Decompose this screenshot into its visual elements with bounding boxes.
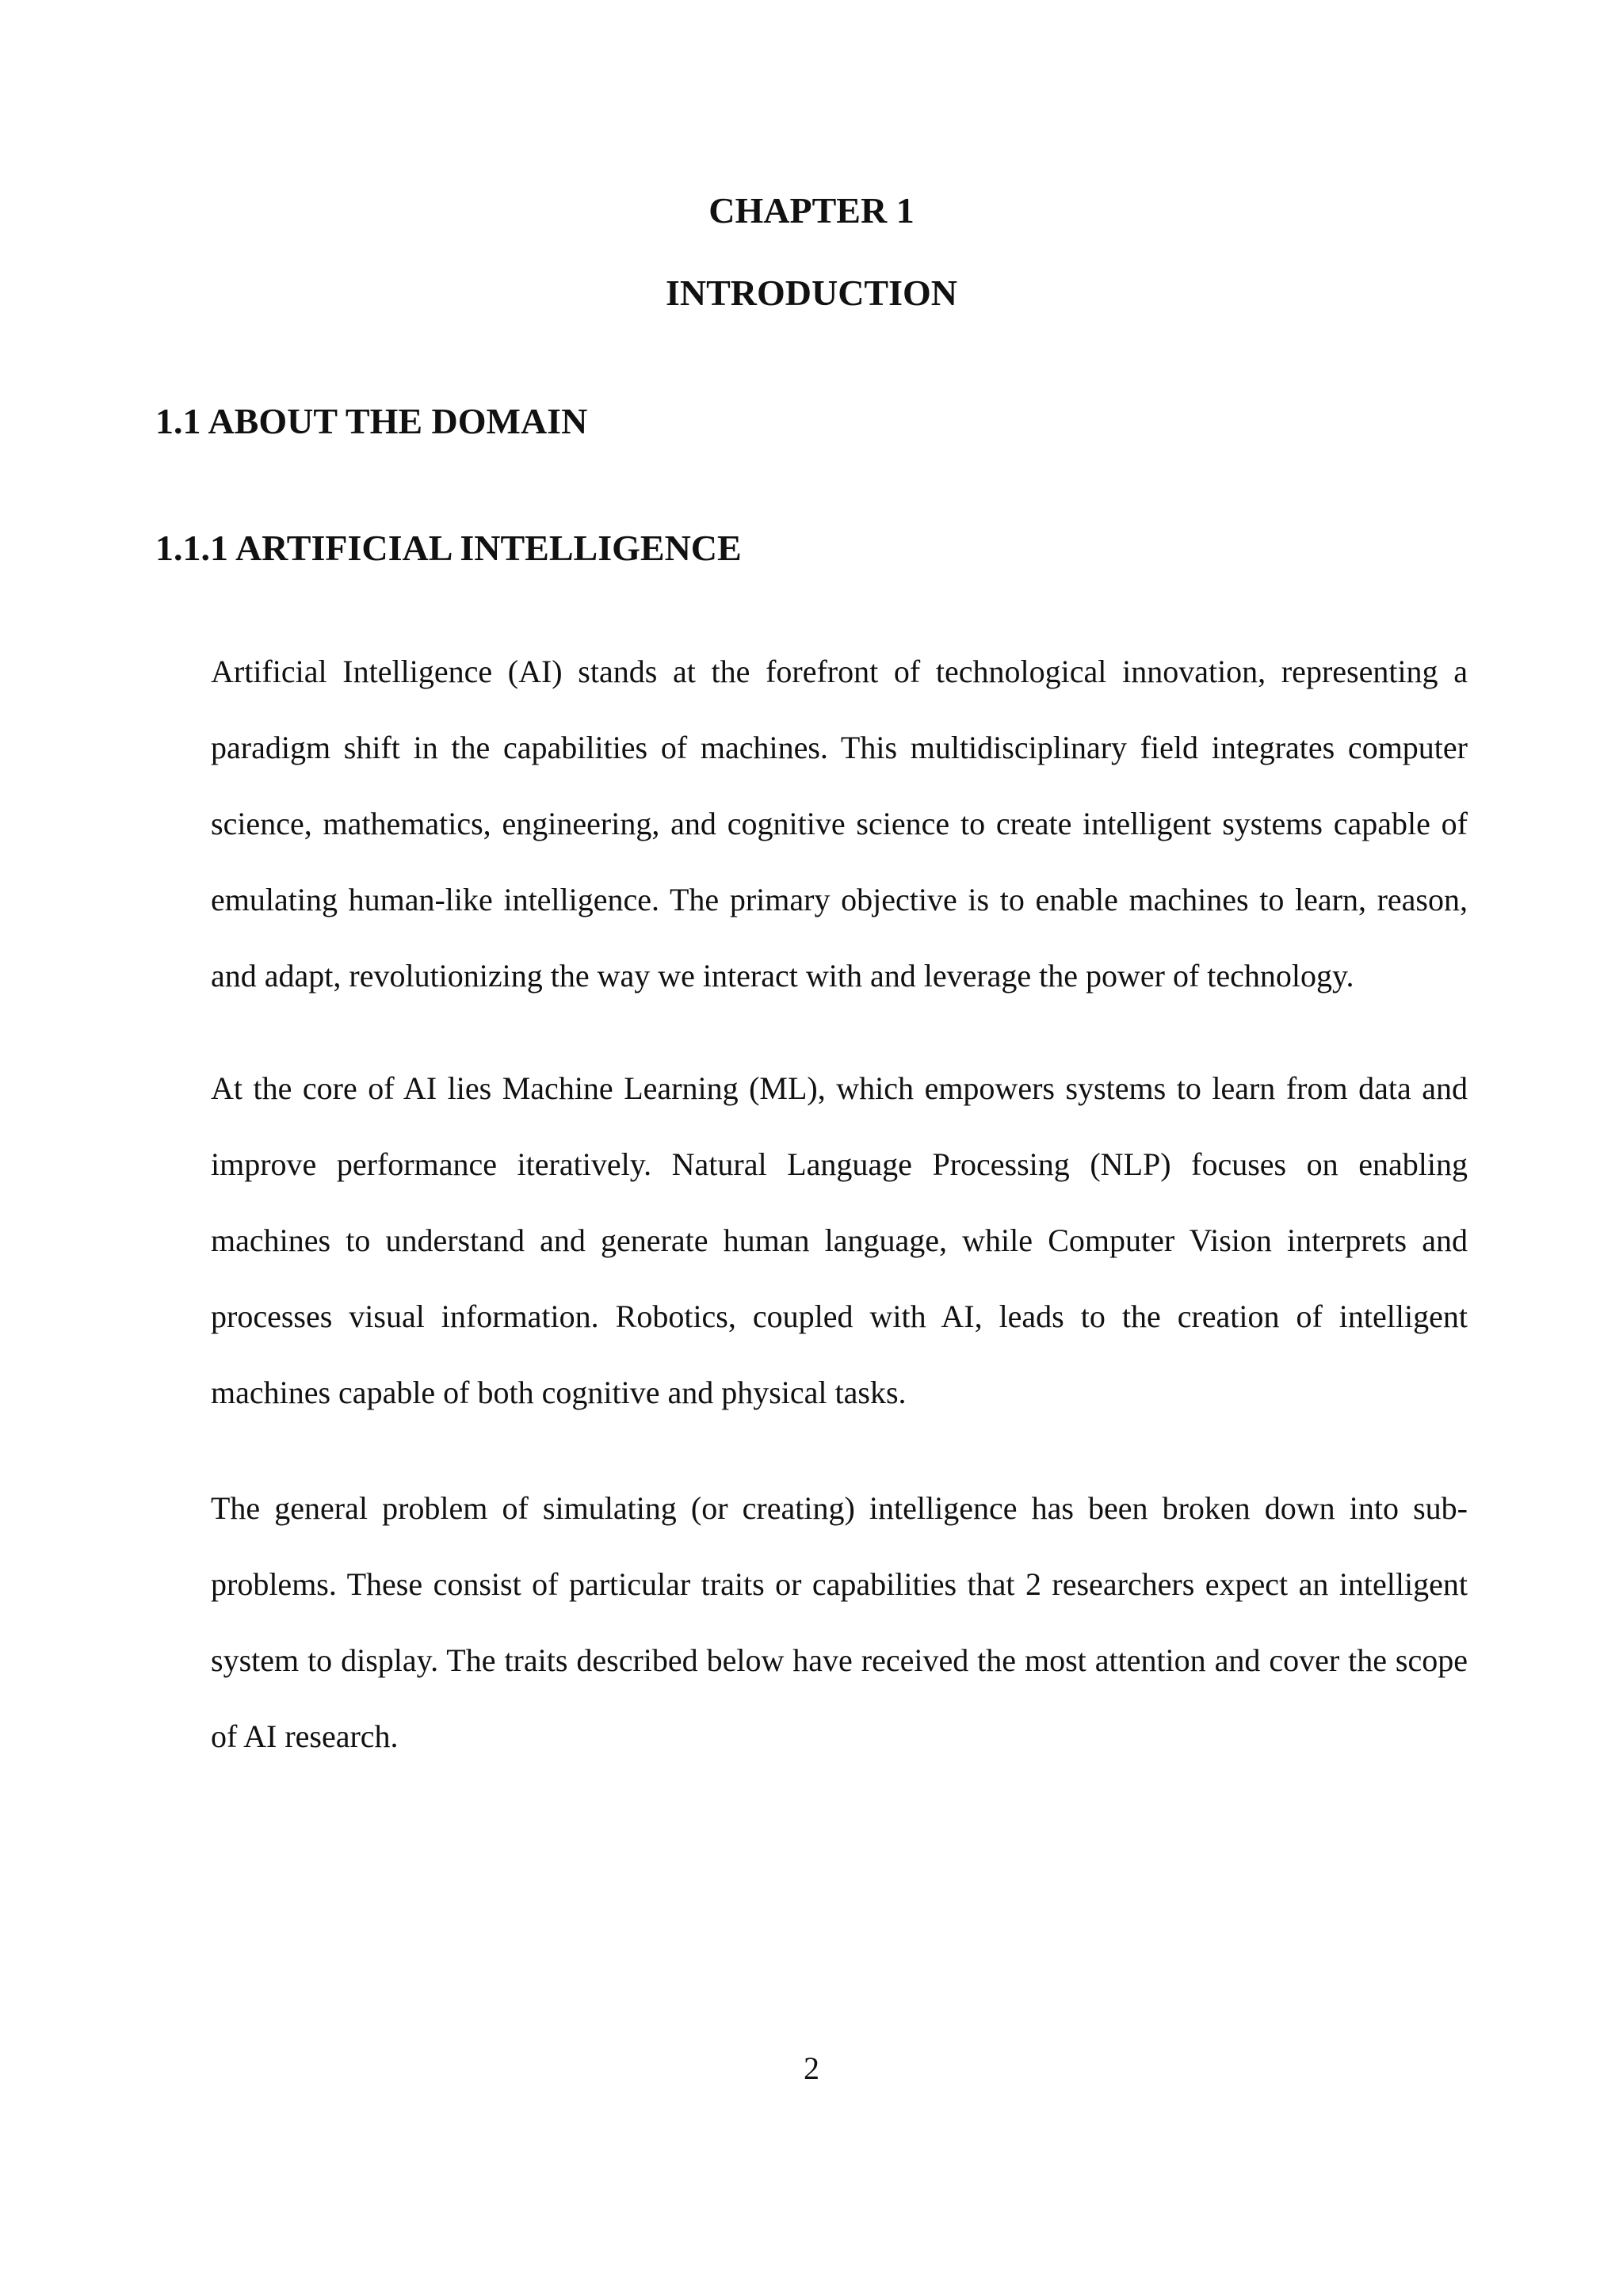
section-heading-about-domain: 1.1 ABOUT THE DOMAIN xyxy=(155,401,588,441)
paragraph-ai-overview: Artificial Intelligence (AI) stands at the forefront of technological innovation, representing a paradigm shift in the capabilities of machines. This multidisciplinary field integrates computer science, mathematics, engineering, and cognitive science to create intelligent systems capable of emulating human-like intelligence. The primary objective is to enable machines to learn, reason, and adapt, revolutionizing the way we interact with and leverage the power of technology. xyxy=(211,654,1468,994)
paragraph-ai-core: At the core of AI lies Machine Learning (ML), which empowers systems to learn from data and improve performance iteratively. Natural Language Processing (NLP) focuses on enabling machines to understand and generate human language, while Computer Vision interprets and processes visual information. Robotics, coupled with AI, leads to the creation of intelligent machines capable of both cognitive and physical tasks. xyxy=(211,1070,1468,1410)
subsection-heading-artificial-intelligence: 1.1.1 ARTIFICIAL INTELLIGENCE xyxy=(155,528,742,568)
chapter-number: CHAPTER 1 xyxy=(708,190,915,231)
chapter-title: INTRODUCTION xyxy=(665,273,958,313)
paragraph-ai-subproblems: The general problem of simulating (or creating) intelligence has been broken down into sub-problems. These consist of particular traits or capabilities that 2 researchers expect an intelligent system to display. The traits described below have received the most attention and cover the scope of AI research. xyxy=(211,1490,1468,1754)
page-number: 2 xyxy=(804,2050,819,2086)
